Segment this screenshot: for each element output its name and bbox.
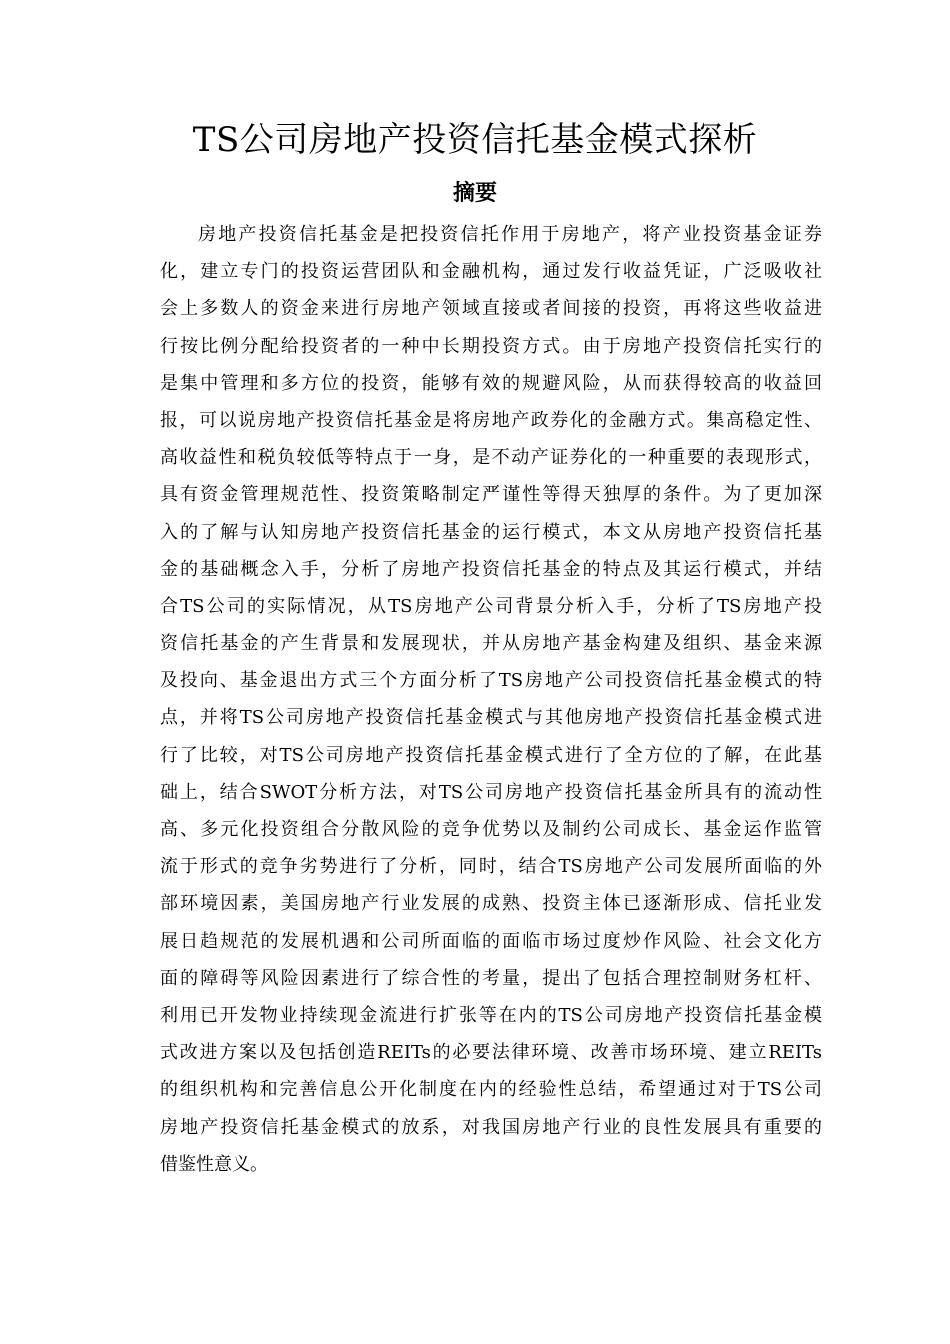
- abstract-line: 金的基础概念入手，分析了房地产投资信托基金的特点及其运行模式，并结: [160, 558, 822, 580]
- abstract-line: 展日趋规范的发展机遇和公司所面临的面临市场过度炒作风险、社会文化方: [160, 930, 822, 952]
- abstract-body: [160, 216, 822, 1183]
- abstract-line: 高、多元化投资组合分散风险的竞争优势以及制约公司成长、基金运作监管: [160, 819, 822, 840]
- abstract-line: 础上，结合SWOT分析方法，对TS公司房地产投资信托基金所具有的流动性: [160, 781, 822, 803]
- abstract-line: 具有资金管理规范性、投资策略制定严谨性等得天独厚的条件。为了更加深: [160, 484, 822, 506]
- abstract-line: 行按比例分配给投资者的一种中长期投资方式。由于房地产投资信托实行的: [160, 335, 822, 357]
- abstract-line: 点，并将TS公司房地产投资信托基金模式与其他房地产投资信托基金模式进: [160, 707, 822, 729]
- abstract-line: 面的障碍等风险因素进行了综合性的考量，提出了包括合理控制财务杠杆、: [160, 967, 822, 989]
- document-title: TS公司房地产投资信托基金模式探析: [192, 120, 758, 160]
- abstract-line: 高收益性和税负较低等特点于一身，是不动产证券化的一种重要的表现形式，: [160, 447, 822, 469]
- abstract-line: 利用已开发物业持续现金流进行扩张等在内的TS公司房地产投资信托基金模: [160, 1004, 822, 1026]
- abstract-line: 流于形式的竞争劣势进行了分析，同时，结合TS房地产公司发展所面临的外: [160, 856, 822, 878]
- abstract-line: 部环境因素，美国房地产行业发展的成熟、投资主体已逐渐形成、信托业发: [160, 893, 822, 915]
- abstract-line: 入的了解与认知房地产投资信托基金的运行模式，本文从房地产投资信托基: [160, 521, 822, 543]
- abstract-line: 式改进方案以及包括创造REITs的必要法律环境、改善市场环境、建立REITs: [160, 1042, 822, 1064]
- abstract-line: 房地产投资信托基金模式的放系，对我国房地产行业的良性发展具有重要的: [160, 1116, 822, 1138]
- abstract-line: 行了比较，对TS公司房地产投资信托基金模式进行了全方位的了解，在此基: [160, 744, 822, 766]
- abstract-heading: 摘要: [452, 181, 497, 206]
- abstract-line: 合TS公司的实际情况，从TS房地产公司背景分析入手，分析了TS房地产投: [160, 595, 822, 617]
- abstract-line: 借鉴性意义。: [160, 1153, 268, 1175]
- abstract-line: 化，建立专门的投资运营团队和金融机构，通过发行收益凭证，广泛吸收社: [160, 261, 822, 283]
- abstract-line: 报，可以说房地产投资信托基金是将房地产政券化的金融方式。集高稳定性、: [160, 409, 822, 431]
- abstract-line: 及投向、基金退出方式三个方面分析了TS房地产公司投资信托基金模式的特: [160, 670, 822, 692]
- abstract-line: 房地产投资信托基金是把投资信托作用于房地产，将产业投资基金证券: [198, 224, 822, 245]
- abstract-line: 会上多数人的资金来进行房地产领域直接或者间接的投资，再将这些收益进: [160, 298, 822, 320]
- abstract-line: 资信托基金的产生背景和发展现状，并从房地产基金构建及组织、基金来源: [160, 633, 822, 655]
- abstract-line: 的组织机构和完善信息公开化制度在内的经验性总结，希望通过对于TS公司: [160, 1079, 822, 1101]
- abstract-line: 是集中管理和多方位的投资，能够有效的规避风险，从而获得较高的收益回: [160, 372, 822, 394]
